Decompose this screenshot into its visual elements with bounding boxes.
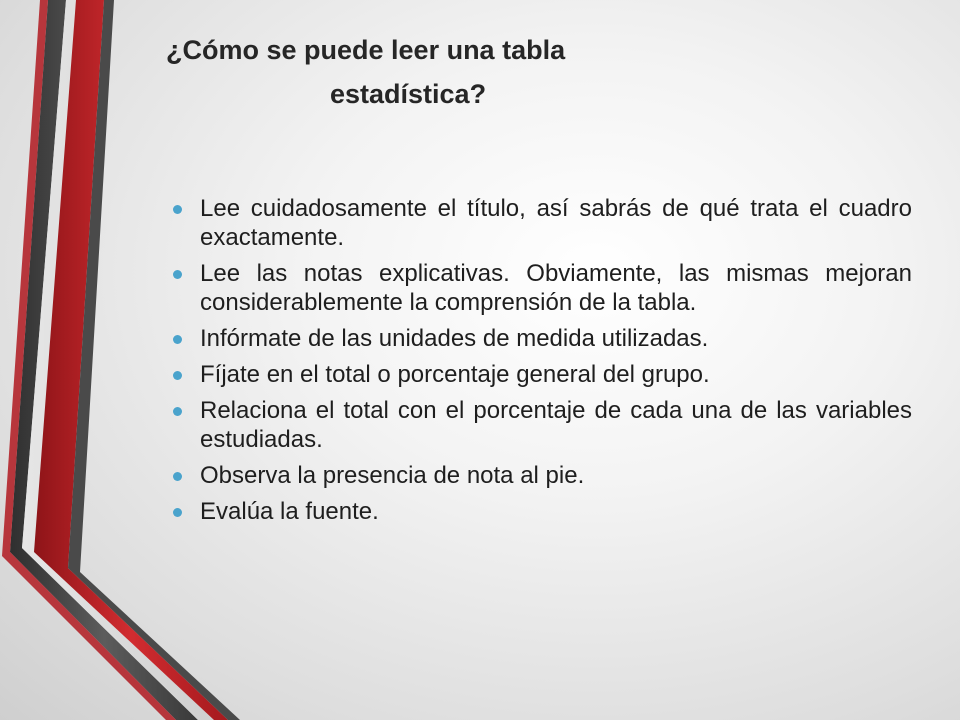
bullet-text: Relaciona el total con el porcentaje de cada una de las variables estudiadas. [200,397,912,453]
bullet-item [172,461,912,490]
slide-title [120,28,760,116]
bullet-item [172,497,912,526]
bullet-dot-icon [173,270,182,279]
bullet-text: Evalúa la fuente. [200,498,379,525]
bullet-text: Lee cuidadosamente el título, así sabrás de qué trata el cuadro exactamente. [200,195,912,251]
bullet-item [172,360,912,389]
bullet-text: Fíjate en el total o porcentaje general del grupo. [200,361,710,388]
bullet-item [172,259,912,317]
bullet-dot-icon [173,335,182,344]
bullet-text: Lee las notas explicativas. Obviamente, las mismas mejoran considerablemente la comprensión de la tabla. [200,260,912,316]
bullet-text: Observa la presencia de nota al pie. [200,462,585,489]
title-line-2: estadística? [330,79,487,109]
bullet-text: Infórmate de las unidades de medida utilizadas. [200,325,709,352]
bullet-dot-icon [173,371,182,380]
bullet-dot-icon [173,205,182,214]
bullet-list [172,194,912,533]
bullet-item [172,324,912,353]
bullet-item [172,194,912,252]
bullet-dot-icon [173,472,182,481]
bullet-dot-icon [173,508,182,517]
bullet-item [172,396,912,454]
title-line-1: ¿Cómo se puede leer una tabla [166,35,566,65]
bullet-dot-icon [173,407,182,416]
